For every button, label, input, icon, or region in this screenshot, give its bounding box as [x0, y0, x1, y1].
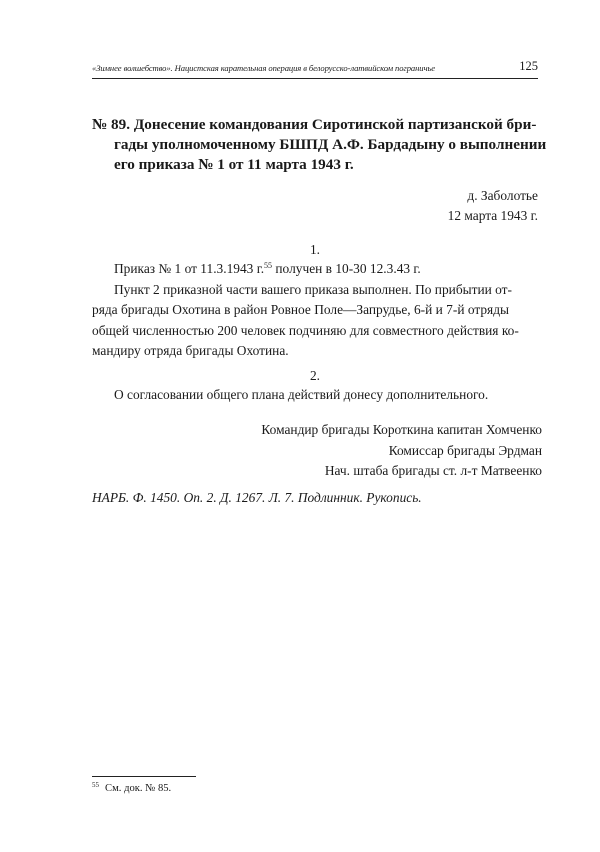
paragraph-line: общей численностью 200 человек подчиняю для совместного действия ко- [92, 322, 519, 338]
footnote-ref: 55 [264, 261, 273, 270]
received-text: получен в 10-30 12.3.43 г. [272, 261, 421, 276]
paragraph-line: ряда бригады Охотина в район Ровное Поле—Запрудье, 6-й и 7-й отряды [92, 302, 510, 317]
paragraph-line: мандиру отряда бригады Охотина. [92, 343, 289, 358]
section-number-1: 1. [309, 242, 321, 257]
date: 12 марта 1943 г. [447, 208, 538, 223]
signature-commander: Командир бригады Короткина капитан Хомченко [261, 422, 542, 437]
page-number: 125 [519, 59, 538, 73]
archival-source: НАРБ. Ф. 1450. Оп. 2. Д. 1267. Л. 7. Подлинник. Рукопись. [92, 490, 422, 505]
section-number-2: 2. [309, 368, 321, 383]
place-date-block [448, 186, 538, 226]
header-divider [92, 78, 538, 79]
title-line: его приказа № 1 от 11 марта 1943 г. [114, 156, 354, 173]
order-text: Приказ № 1 от 11.3.1943 г. [114, 261, 265, 276]
paragraph-line: Пункт 2 приказной части вашего приказа выполнен. По прибытии от- [114, 281, 512, 297]
footnote [92, 781, 171, 794]
signature-chief-of-staff: Нач. штаба бригады ст. л-т Матвеенко [324, 463, 542, 478]
title-line: гады уполномоченному БШПД А.Ф. Бардадыну о выполнении [114, 136, 547, 153]
document-title [92, 115, 547, 175]
title-line: № 89. Донесение командования Сиротинской партизанской бри- [92, 116, 537, 133]
received-line [92, 259, 542, 280]
paragraph-line: О согласовании общего плана действий донесу дополнительного. [114, 387, 489, 402]
place: д. Заболотье [467, 188, 538, 203]
running-title: «Зимнее волшебство». Нацистская карательная операция в белорусско-латвийском пограничье [92, 63, 435, 73]
signature-commissar: Комиссар бригады Эрдман [388, 442, 542, 458]
section-1-body [92, 259, 542, 362]
section-2-body [92, 385, 542, 406]
footnote-divider [92, 776, 196, 777]
footnote-mark: 55 [92, 781, 99, 789]
signatures-block [261, 420, 542, 482]
footnote-text: См. док. № 85. [105, 783, 172, 794]
running-header [92, 57, 538, 77]
